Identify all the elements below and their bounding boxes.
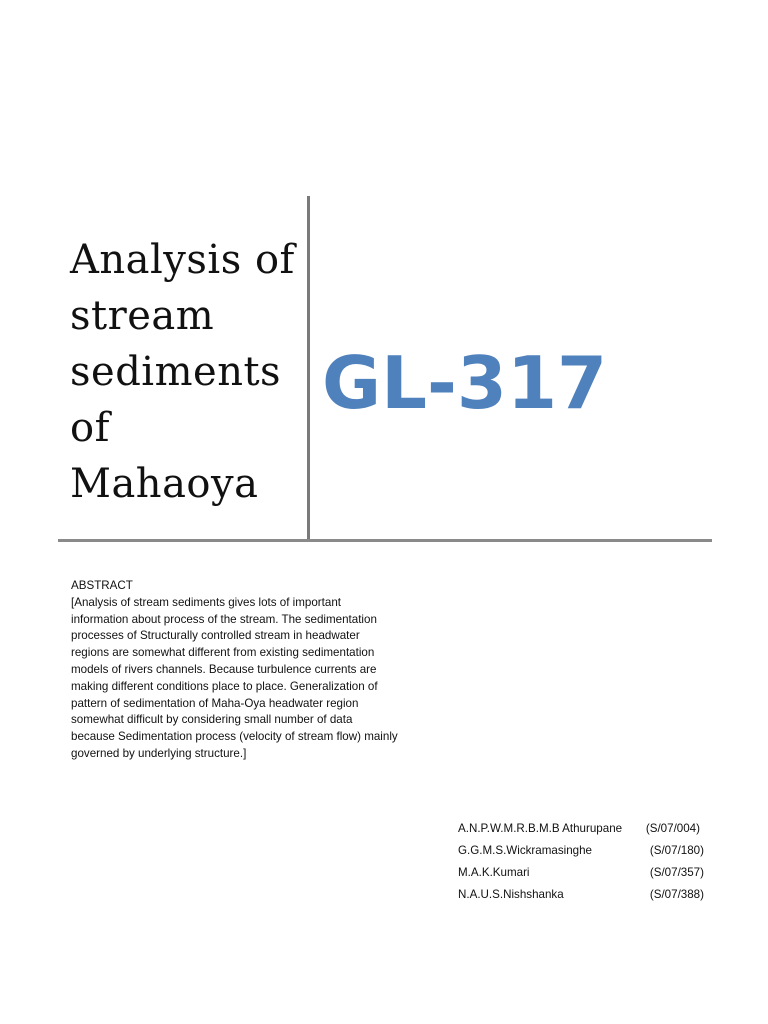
document-title: [70, 232, 302, 512]
author-row: [458, 840, 708, 862]
title-line: sediments: [70, 349, 282, 395]
title-line: of: [70, 405, 110, 451]
title-line: stream: [70, 293, 215, 339]
title-line: Mahaoya: [70, 461, 259, 507]
abstract-line: somewhat difficult by considering small number of data: [71, 713, 353, 727]
course-code: GL-317: [322, 341, 608, 425]
abstract-line: [Analysis of stream sediments gives lots of important: [71, 595, 341, 609]
abstract-line: regions are somewhat different from existing sedimentation: [71, 646, 375, 660]
vertical-divider: [307, 196, 310, 540]
author-list: [458, 818, 708, 906]
abstract-line: governed by underlying structure.]: [71, 746, 247, 760]
abstract-heading: ABSTRACT: [71, 579, 133, 592]
author-row: [458, 862, 708, 884]
author-name: A.N.P.W.M.R.B.M.B Athurupane: [458, 822, 623, 835]
title-line: Analysis of: [70, 237, 295, 283]
abstract-line: making different conditions place to place. Generalization of: [71, 679, 378, 693]
abstract-line: models of rivers channels. Because turbulence currents are: [71, 662, 377, 676]
abstract-line: information about process of the stream. The sedimentation: [71, 612, 377, 626]
horizontal-divider: [58, 539, 712, 542]
abstract-line: processes of Structurally controlled stream in headwater: [71, 629, 360, 643]
abstract-line: pattern of sedimentation of Maha-Oya headwater region: [71, 696, 359, 710]
author-id: (S/07/180): [649, 844, 704, 857]
author-row: [458, 818, 708, 840]
author-row: [458, 884, 708, 906]
author-id: (S/07/388): [649, 888, 704, 901]
author-id: (S/07/004): [645, 822, 700, 835]
author-name: M.A.K.Kumari: [458, 866, 530, 879]
author-name: G.G.M.S.Wickramasinghe: [458, 844, 593, 857]
abstract-line: because Sedimentation process (velocity of stream flow) mainly: [71, 730, 398, 744]
abstract-section: [71, 578, 441, 763]
author-id: (S/07/357): [649, 866, 704, 879]
author-name: N.A.U.S.Nishshanka: [458, 888, 564, 901]
